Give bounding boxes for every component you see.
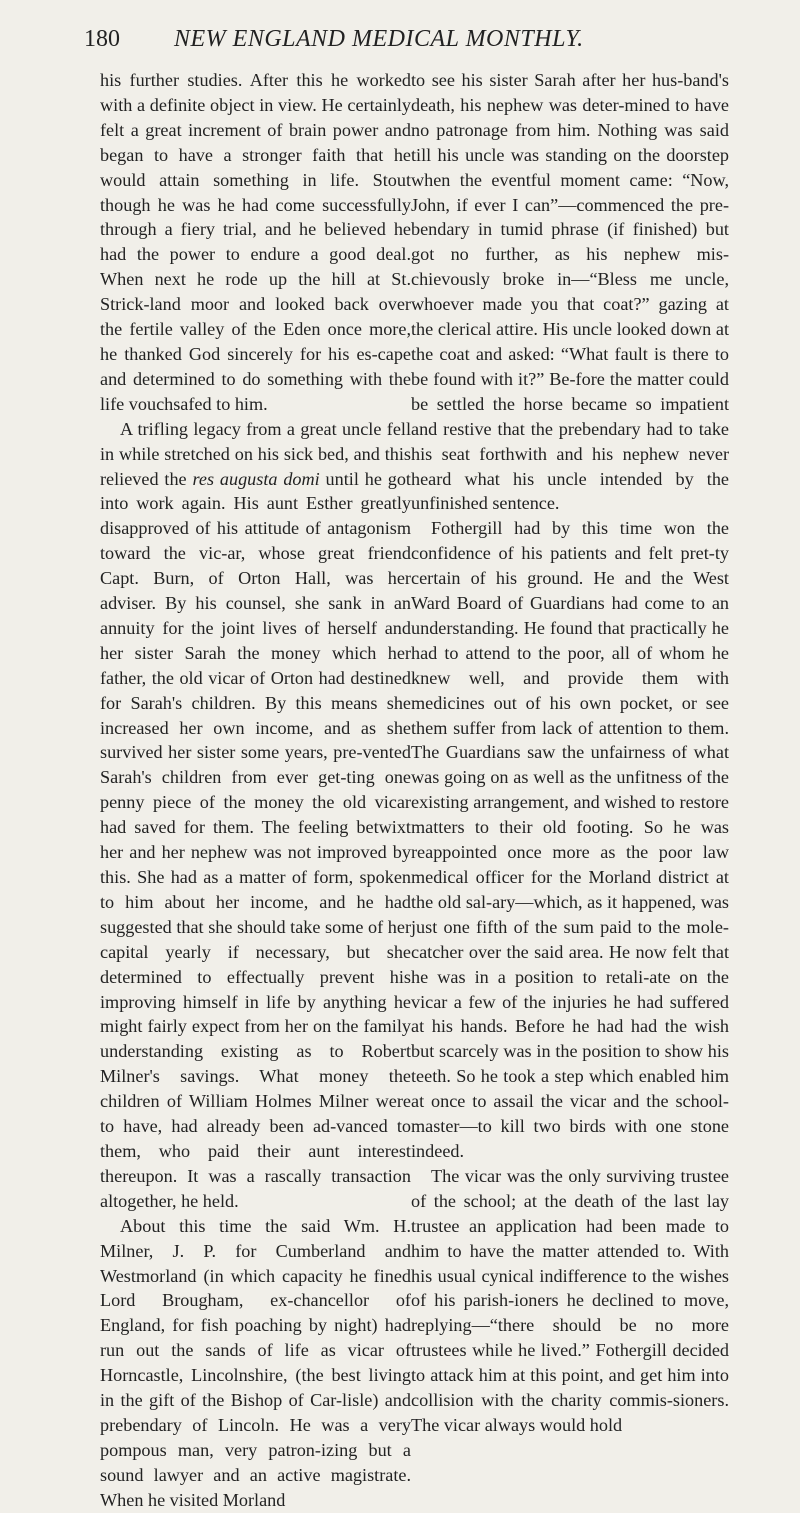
- running-title: NEW ENGLAND MEDICAL MONTHLY.: [174, 26, 584, 52]
- left-paragraph-2-text-before: A trifling legacy from a great uncle fell in while stretched on his sick bed, and this relieved the: [100, 418, 411, 489]
- left-paragraph-2: [100, 417, 411, 1214]
- right-paragraph-1: to see his sister Sarah after her hus-band's death, his nephew was deter-mined to have no patronage from him. Nothing was said till his uncle was standing on the doorstep when the eventful moment came: “Now, John, if ever I can”—commenced the pre-bendary in tumid phrase (if finished) but got no further, as his nephew mis-chievously broke in—“Bless me uncle, whoever made you that coat?” gazing at the clerical attire. His uncle looked down at the coat and asked: “What fault is there to be found with it?” Be-fore the matter could be settled the horse became so impatient and restive that the prebendary had to take his seat forthwith and his nephew never heard what his uncle intended by the unfinished sentence.: [411, 70, 729, 514]
- page-header: [84, 22, 754, 58]
- latin-phrase: res augusta domi: [192, 468, 320, 489]
- left-paragraph-2-text-after: until he got into work again. His aunt Esther greatly disapproved of his attitude of antagonism toward the vic-ar, whose great friend Capt. Burn, of Orton Hall, was her adviser. By his counsel, she sank in an annuity for the joint lives of herself and her sister Sarah the money which her father, the old vicar of Orton had destined for Sarah's children. By this means she increased her own income, and as she survived her sister some years, pre-vented Sarah's children from ever get-ting one penny piece of the money the old vicar had saved for them. The feeling betwixt her and her nephew was not improved by this. She had as a matter of form, spoken to him about her income, and he had suggested that she should take some of her capital yearly if necessary, but she determined to effectually prevent his improving himself in life by anything he might fairly expect from her on the family understanding existing as to Robert Milner's savings. What money the children of William Holmes Milner were to have, had already been ad-vanced to them, who paid their aunt interest thereupon. It was a rascally transaction altogether, he held.: [100, 468, 411, 1211]
- left-column: [100, 68, 411, 1513]
- right-paragraph-2: Fothergill had by this time won the confidence of his patients and felt pret-ty certain of his ground. He and the West Ward Board of Guardians had come to an understanding. He found that practically he had to attend to the poor, all of whom he knew well, and provide them with medicines out of his own pocket, or see them suffer from lack of attention to them. The Guardians saw the unfairness of what was going on as well as the unfitness of the existing arrangement, and wished to restore matters to their old footing. So he was reappointed once more as the poor law medical officer for the Morland district at the old sal-ary—which, as it happened, was just one fifth of the sum paid to the mole-catcher over the said area. He now felt that he was in a position to retali-ate on the vicar a few of the injuries he had suffered at his hands. Before he had had the wish but scarcely was in the position to show his teeth. So he took a step which enabled him at once to assail the vicar and the school-master—to kill two birds with one stone indeed.: [411, 518, 729, 1161]
- page-number: 180: [84, 26, 120, 52]
- left-paragraph-3: About this time the said Wm. H. Milner, J. P. for Cumberland and Westmorland (in which capacity he fined Lord Brougham, ex-chancellor of England, for fish poaching by night) had run out the sands of life as vicar of Horncastle, Lincolnshire, (the best living in the gift of the Bishop of Car-lisle) and prebendary of Lincoln. He was a very pompous man, very patron-izing but a sound lawyer and an active magistrate. When he visited Morland: [100, 1215, 411, 1510]
- right-paragraph-3: The vicar was the only surviving trustee of the school; at the death of the last lay trustee an application had been made to him to have the matter attended to. With his usual cynical indifference to the wishes of his parish-ioners he declined to move, replying—“there should be no more trustees while he lived.” Fothergill decided to attack him at this point, and get him into collision with the charity commis-sioners. The vicar always would hold: [411, 1165, 729, 1435]
- right-column: [411, 68, 729, 1438]
- left-paragraph-1: his further studies. After this he worked with a definite object in view. He certainly felt a great increment of brain power and began to have a stronger faith that he would attain something in life. Stout though he was he had come successfully through a fiery trial, and he believed he had the power to endure a good deal. When next he rode up the hill at St. Strick-land moor and looked back over the fertile valley of the Eden once more, he thanked God sincerely for his es-cape and determined to do something with the life vouchsafed to him.: [100, 70, 411, 414]
